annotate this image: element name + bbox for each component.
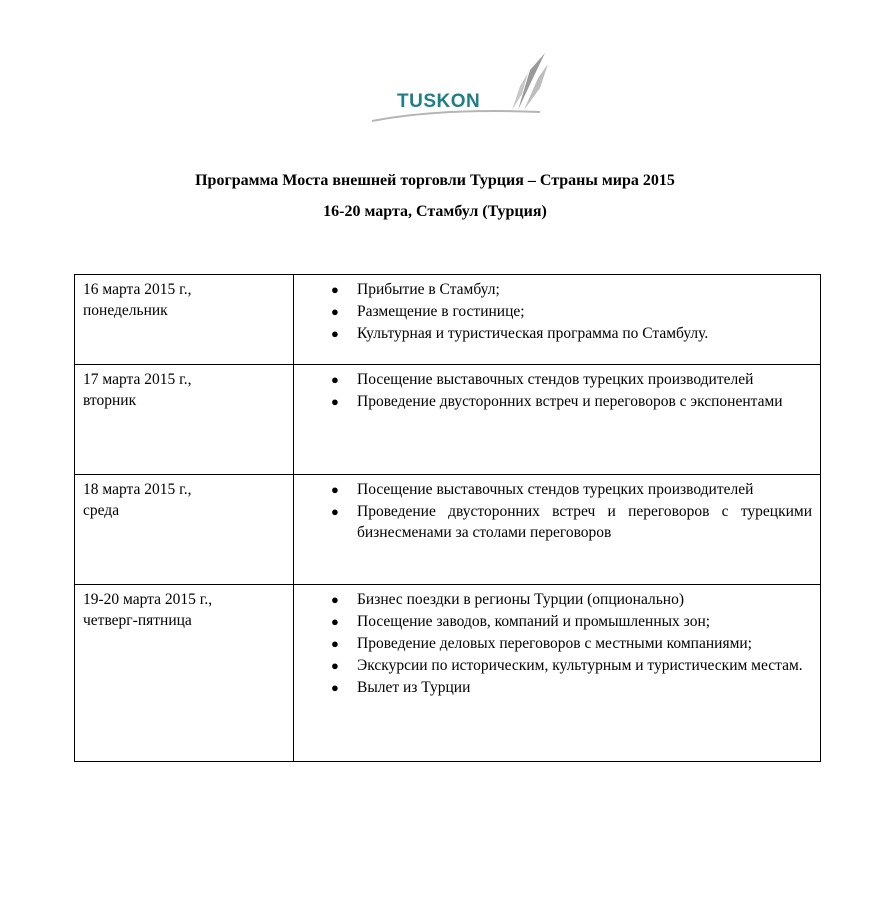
table-row [75,585,821,762]
activities-cell [294,585,821,762]
activity-text: Вылет из Турции [357,679,471,696]
date-cell [75,585,294,762]
date-label: 17 марта 2015 г., [83,371,192,388]
list-item [331,633,812,654]
date-cell [75,475,294,585]
activity-list [302,279,812,344]
activity-list [302,589,812,698]
activity-text: Размещение в гостинице; [357,303,525,320]
activity-text: Проведение двусторонних встреч и переговоров с экспонентами [357,393,783,410]
bullet-icon: ● [331,614,339,629]
bullet-icon: ● [331,592,339,607]
activity-text: Экскурсии по историческим, культурным и туристическим местам. [357,657,803,674]
logo-swoosh-icon [370,48,550,128]
list-item [331,369,812,390]
activity-list [302,479,812,543]
table-row [75,365,821,475]
activity-text: Посещение выставочных стендов турецких производителей [357,371,754,388]
activity-text: Проведение двусторонних встреч и переговоров с турецкими бизнесменами за столами переговоров [357,503,812,541]
date-cell [75,365,294,475]
list-item [331,301,812,322]
activity-text: Посещение заводов, компаний и промышленных зон; [357,613,711,630]
logo-text: TUSKON [397,91,481,112]
list-item [331,589,812,610]
activity-text: Прибытие в Стамбул; [357,281,500,298]
tuskon-logo [370,48,550,128]
list-item [331,391,812,412]
page-subtitle: 16-20 марта, Стамбул (Турция) [323,203,547,220]
activities-cell [294,365,821,475]
list-item [331,479,812,500]
date-label: 18 марта 2015 г., [83,481,192,498]
list-item [331,279,812,300]
bullet-icon: ● [331,482,339,497]
bullet-icon: ● [331,326,339,341]
weekday-label: среда [83,502,120,519]
schedule-table [74,274,821,762]
list-item [331,323,812,344]
table-row [75,275,821,365]
activity-text: Проведение деловых переговоров с местными компаниями; [357,635,752,652]
bullet-icon: ● [331,304,339,319]
activity-text: Культурная и туристическая программа по Стамбулу. [357,325,709,342]
bullet-icon: ● [331,394,339,409]
date-label: 16 марта 2015 г., [83,281,192,298]
weekday-label: понедельник [83,302,168,319]
weekday-label: вторник [83,392,137,409]
list-item [331,677,812,698]
activities-cell [294,275,821,365]
bullet-icon: ● [331,372,339,387]
list-item [331,655,812,676]
list-item [331,611,812,632]
activity-list [302,369,812,412]
bullet-icon: ● [331,680,339,695]
bullet-icon: ● [331,282,339,297]
bullet-icon: ● [331,636,339,651]
activity-text: Посещение выставочных стендов турецких производителей [357,481,754,498]
list-item [331,501,812,543]
date-cell [75,275,294,365]
bullet-icon: ● [331,658,339,673]
date-label: 19-20 марта 2015 г., [83,591,213,608]
activity-text: Бизнес поездки в регионы Турции (опционально) [357,591,684,608]
weekday-label: четверг-пятница [83,612,192,629]
page-title: Программа Моста внешней торговли Турция – Страны мира 2015 [195,172,675,189]
table-row [75,475,821,585]
activities-cell [294,475,821,585]
bullet-icon: ● [331,504,339,519]
